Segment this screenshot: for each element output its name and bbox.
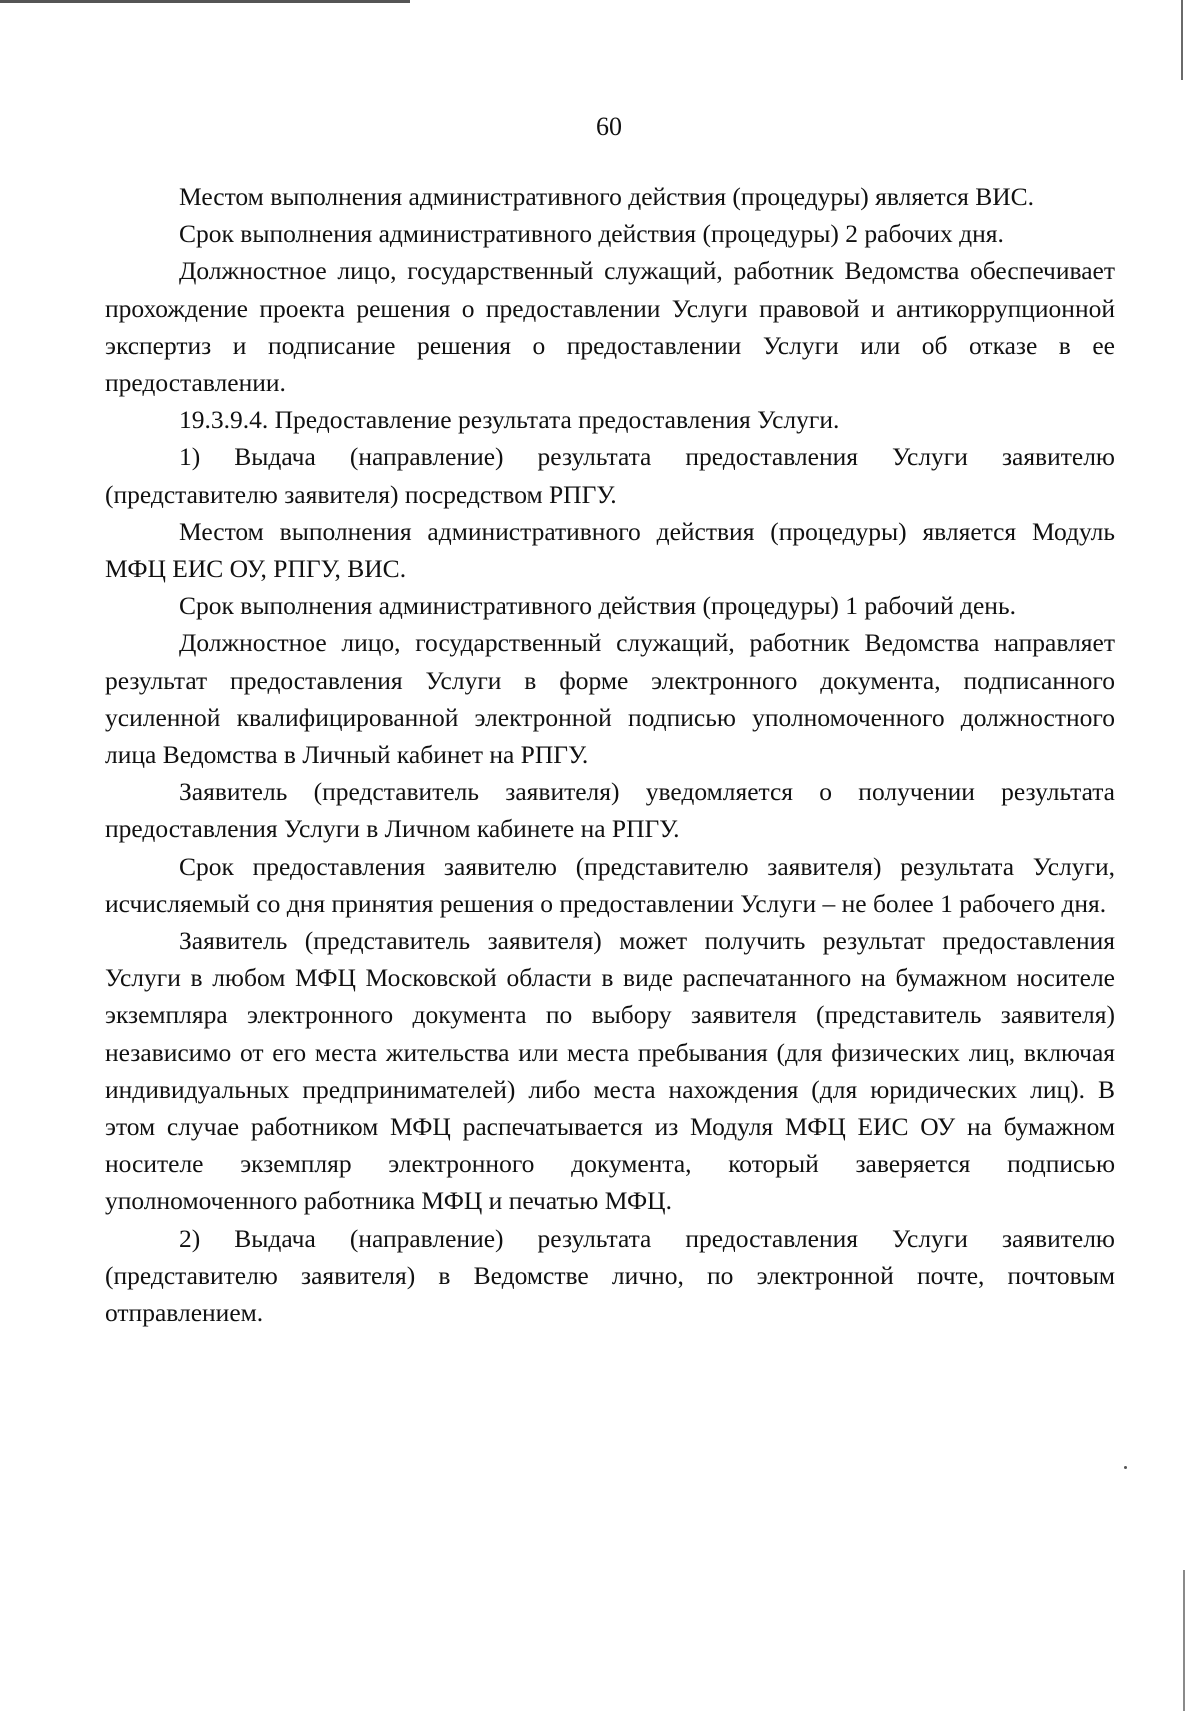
paragraph-official-ensures-expertise: Должностное лицо, государственный служащий, работник Ведомства обеспечивает прохождение проекта решения о предоставлении Услуги правовой и антикоррупционной экспертиз и подписание решения о предоставлении Услуги или об отказе в ее предоставлении.	[105, 256, 1115, 398]
paragraph-section-19-3-9-4: 19.3.9.4. Предоставление результата предоставления Услуги.	[179, 405, 840, 435]
paragraph-applicant-notified: Заявитель (представитель заявителя) уведомляется о получении результата предоставления Услуги в Личном кабинете на РПГУ.	[105, 777, 1115, 844]
paragraph-place-mfc-module: Местом выполнения административного действия (процедуры) является Модуль МФЦ ЕИС ОУ, РПГУ, ВИС.	[105, 516, 1115, 584]
scan-edge-top	[0, 0, 410, 3]
paragraph-place-vis: Местом выполнения административного действия (процедуры) является ВИС.	[179, 182, 1035, 211]
scan-speck	[1124, 1466, 1127, 1469]
paragraph-official-sends-result: Должностное лицо, государственный служащий, работник Ведомства направляет результат предоставления Услуги в форме электронного документа, подписанного усиленной квалифицированной электронной подписью уполномоченного должностного лица Ведомства в Личный кабинет на РПГУ.	[105, 628, 1115, 770]
paragraph-term-provision: Срок предоставления заявителю (представителю заявителя) результата Услуги, исчисляемый со дня принятия решения о предоставлении Услуги – не более 1 рабочего дня.	[105, 851, 1115, 918]
paragraph-term-2-days: Срок выполнения административного действия (процедуры) 2 рабочих дня.	[179, 219, 1004, 249]
document-body	[105, 178, 1115, 1331]
paragraph-item-1-rpgu: 1) Выдача (направление) результата предоставления Услуги заявителю (представителю заявителя) посредством РПГУ.	[105, 442, 1115, 509]
scan-edge-right-bottom	[1183, 1570, 1185, 1711]
scan-edge-right-top	[1181, 0, 1183, 80]
page-number: 60	[596, 112, 622, 141]
paragraph-mfc-printout: Заявитель (представитель заявителя) может получить результат предоставления Услуги в любом МФЦ Московской области в виде распечатанного на бумажном носителе экземпляра электронного документа по выбору заявителя (представитель заявителя) независимо от его места жительства или места пребывания (для физических лиц, включая индивидуальных предпринимателей) либо места нахождения (для юридических лиц). В этом случае работником МФЦ распечатывается из Модуля МФЦ ЕИС ОУ на бумажном носителе экземпляр электронного документа, который заверяется подписью уполномоченного работника МФЦ и печатью МФЦ.	[105, 926, 1115, 1216]
paragraph-term-1-day: Срок выполнения административного действия (процедуры) 1 рабочий день.	[179, 591, 1016, 621]
paragraph-item-2-in-person: 2) Выдача (направление) результата предоставления Услуги заявителю (представителю заявителя) в Ведомстве лично, по электронной почте, почтовым отправлением.	[105, 1223, 1115, 1328]
